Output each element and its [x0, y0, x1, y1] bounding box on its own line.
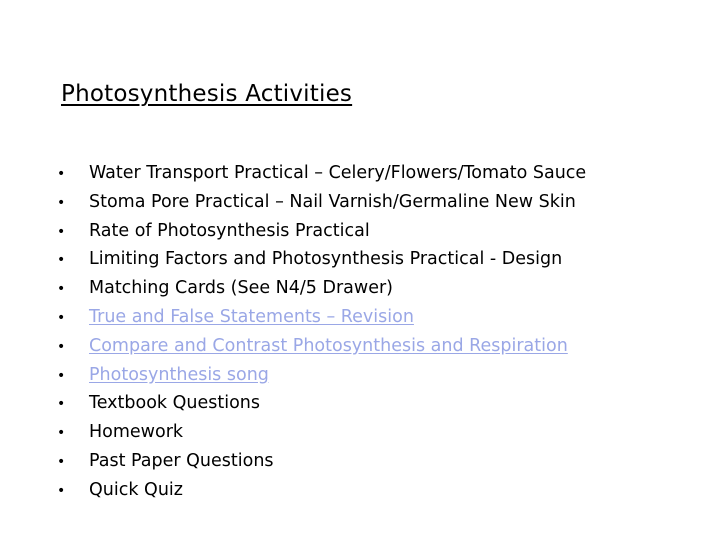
- item-text: Stoma Pore Practical – Nail Varnish/Germaline New Skin: [89, 191, 576, 212]
- item-text: Limiting Factors and Photosynthesis Practical - Design: [89, 249, 563, 270]
- list-item: [57, 303, 586, 332]
- bullet-icon: •: [57, 309, 66, 326]
- list-item: [57, 361, 586, 390]
- list-item: [57, 245, 586, 274]
- photosynthesis-song-link[interactable]: Photosynthesis song: [89, 364, 269, 385]
- list-item: [57, 447, 586, 476]
- compare-contrast-link[interactable]: Compare and Contrast Photosynthesis and Respiration: [89, 335, 568, 356]
- list-item: [57, 217, 586, 246]
- list-item: [57, 418, 586, 447]
- item-text: Quick Quiz: [89, 479, 183, 500]
- item-text: Water Transport Practical – Celery/Flowers/Tomato Sauce: [89, 163, 587, 183]
- item-text: Textbook Questions: [89, 393, 261, 414]
- bullet-icon: •: [57, 194, 66, 211]
- item-text: Past Paper Questions: [89, 450, 274, 471]
- bullet-icon: •: [57, 166, 66, 182]
- bullet-icon: •: [57, 453, 66, 470]
- list-item: [57, 188, 586, 217]
- bullet-icon: •: [57, 281, 66, 298]
- item-text: Homework: [89, 422, 184, 443]
- activity-list: [57, 159, 586, 505]
- slide-title: Photosynthesis Activities: [61, 81, 353, 107]
- true-false-link[interactable]: True and False Statements – Revision: [89, 306, 414, 327]
- list-item: [57, 274, 586, 303]
- item-text: Rate of Photosynthesis Practical: [89, 220, 370, 241]
- bullet-icon: •: [57, 367, 66, 384]
- bullet-icon: •: [57, 223, 66, 240]
- bullet-icon: •: [57, 425, 66, 442]
- list-item: [57, 332, 586, 361]
- item-text: Matching Cards (See N4/5 Drawer): [89, 278, 393, 299]
- bullet-icon: •: [57, 482, 66, 499]
- bullet-icon: •: [57, 252, 66, 269]
- list-item: [57, 159, 586, 188]
- list-item: [57, 476, 586, 505]
- list-item: [57, 389, 586, 418]
- bullet-icon: •: [57, 396, 66, 413]
- bullet-icon: •: [57, 338, 66, 355]
